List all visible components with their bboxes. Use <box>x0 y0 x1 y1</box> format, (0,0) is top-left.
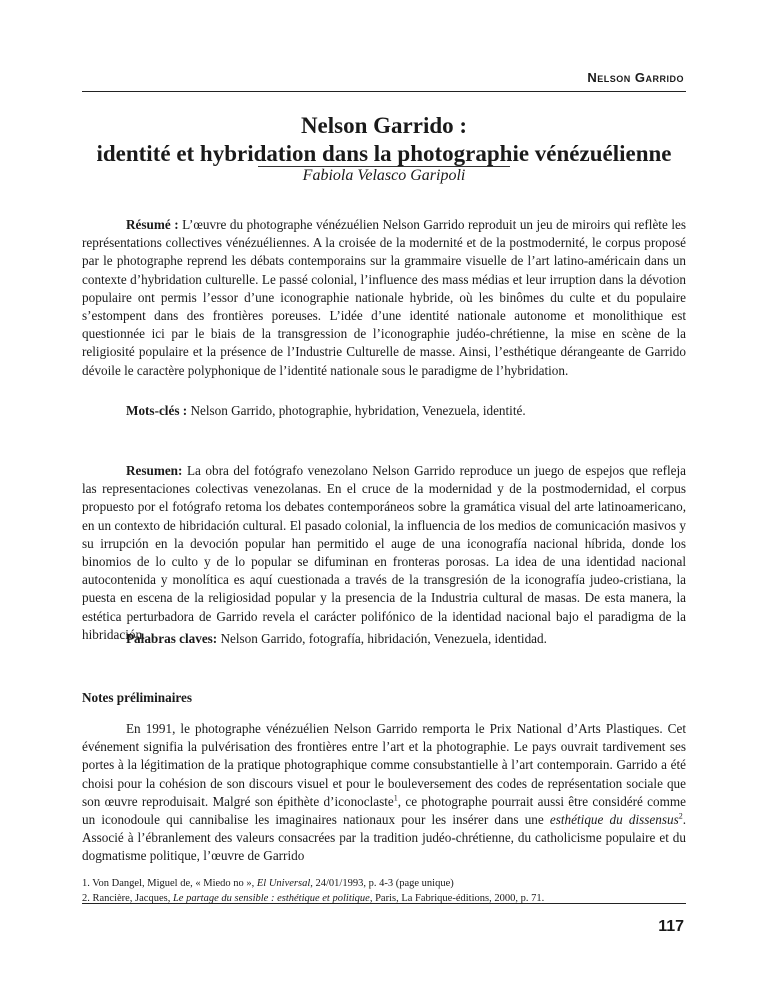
page-number: 117 <box>658 918 684 935</box>
section-heading: Notes préliminaires <box>82 690 193 705</box>
running-head: Nelson Garrido <box>587 70 684 85</box>
keywords-spanish <box>82 630 686 648</box>
body-paragraph <box>82 720 686 866</box>
palabras-label: Palabras claves: <box>126 631 218 646</box>
article-title <box>82 112 686 168</box>
palabras-text: Nelson Garrido, fotografía, hibridación, Venezuela, identidad. <box>220 631 547 646</box>
body-italic: esthétique du dissensus <box>549 812 679 828</box>
footnote-ref-2[interactable]: 2 <box>678 811 683 821</box>
footnotes <box>82 876 686 906</box>
title-line-2: identité et hybridation dans la photographie vénézuélienne <box>96 141 672 166</box>
abstract-french <box>82 216 686 380</box>
body-text-2: , ce photographe pourrait aussi être considéré comme un iconodoule qui cannibalise les imaginaires nationaux pour les insérer dans une <box>82 793 686 828</box>
footnote-1: 1. Von Dangel, Miguel de, « Miedo no », El Universal, 24/01/1993, p. 4-3 (page unique) <box>82 878 454 889</box>
motscles-text: Nelson Garrido, photographie, hybridation, Venezuela, identité. <box>190 403 526 418</box>
footnote-ref-1[interactable]: 1 <box>393 793 398 803</box>
resumen-text: La obra del fotógrafo venezolano Nelson Garrido reproduce un juego de espejos que refleja las representaciones colectivas venezolanas. En el cruce de la modernidad y de la postmodernidad, el corpus propuesto por el fotógrafo retoma los debates contemporáneos sobre la gramática visual del arte latinoamericano, en un contexto de hibridación cultural. El pasado colonial, la influencia de los medios de comunicación masivos y su irrupción en la devoción popular han permitido el auge de una iconografía nacional híbrida, donde los binomios de lo culto y de lo popular se difuminan en fronteras porosas. La idea de una identidad nacional autocontenida y monolítica es aquí cuestionada a través de la transgresión de la iconografía judeo-cristiana, la puesta en escena de la religiosidad popular y la presencia de la Industria cultural de masas. De esta manera, la estética perturbadora de Garrido revela el carácter polifónico de la identidad nacional bajo el paradigma de la hibridación. <box>82 463 687 642</box>
body-text-3: . Associé à l’ébranlement des valeurs consacrées par la tradition judéo-chrétienne, du catholicisme populaire et du dogmatisme politique, l’œuvre de Garrido <box>82 812 686 864</box>
footer-rule <box>82 903 686 904</box>
abstract-spanish <box>82 462 686 644</box>
resumen-label: Resumen: <box>126 463 183 478</box>
header-rule <box>82 91 686 92</box>
resume-text: L’œuvre du photographe vénézuélien Nelson Garrido reproduit un jeu de miroirs qui reflète les représentations collectives vénézuéliennes. A la croisée de la modernité et de la postmodernité, le corpus proposé par le photographe reprend les débats contemporains sur la grammaire visuelle de l’art latino-américain dans un contexte d’hybridation culturelle. Le passé colonial, l’influence des mass médias et leur irruption dans la dévotion populaire ont permis l’essor d’une iconographie nationale hybride, où les binômes du culte et du populaire s’estompent dans des frontières poreuses. L’idée d’une identité nationale autonome et monolithique est questionnée ici par le biais de la transgression de l’iconographie judéo-chrétienne, la mise en scène de la religiosité populaire et la présence de l’Industrie Culturelle de masse. Ainsi, l’esthétique dérangeante de Garrido dévoile le caractère polyphonique de l’identité nationale sous le paradigme de l’hybridation. <box>82 217 686 378</box>
resume-label: Résumé : <box>126 217 179 232</box>
author-name: Fabiola Velasco Garipoli <box>302 167 466 184</box>
motscles-label: Mots-clés : <box>126 403 188 418</box>
footnote-2: 2. Rancière, Jacques, Le partage du sensible : esthétique et politique, Paris, La Fabrique-éditions, 2000, p. 71. <box>82 893 545 904</box>
keywords-french <box>82 402 686 420</box>
title-line-1: Nelson Garrido : <box>300 113 468 138</box>
body-text-1: En 1991, le photographe vénézuélien Nelson Garrido remporta le Prix National d’Arts Plastiques. Cet événement signifia la pulvérisation des frontières entre l’art et la photographie. Le pays ouvrait tardivement ses portes à la légitimation de la pratique photographique comme consubstantielle à l’art contemporain. Garrido a été choisi pour la cohésion de son discours visuel et pour le bouleversement des codes de représentation sociale que son œuvre reproduisait. Malgré son épithète d’iconoclaste <box>82 721 686 809</box>
